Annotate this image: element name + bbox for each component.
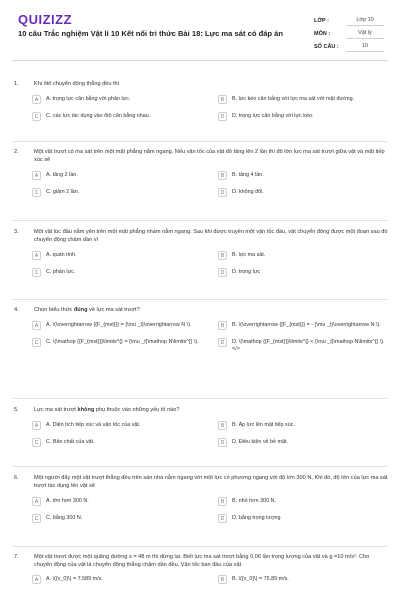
option-letter: B [218, 497, 227, 506]
option-text: B. tăng 4 lần. [232, 172, 264, 178]
option-letter: A [32, 497, 41, 506]
option-b[interactable] [218, 171, 388, 180]
option-letter: A [32, 575, 41, 584]
question-number: 4. [14, 307, 19, 313]
option-letter: C [32, 112, 41, 121]
option-a[interactable] [32, 497, 202, 506]
question-divider [12, 546, 388, 547]
question-text-pre: Lực ma sát trượt [34, 407, 78, 413]
question-text: Một vật trượt có ma sát trên một mặt phẳng nằm ngang. Nếu vận tốc của vật đó tăng lên 2 lần thì độ lớn lực ma sát trượt giữa vật và mặt tiếp xúc sẽ [34, 149, 385, 163]
meta-row-class [314, 14, 384, 27]
option-a[interactable] [32, 251, 202, 260]
count-label: SỐ CÂU : [314, 43, 339, 50]
option-c[interactable] [32, 112, 202, 121]
option-b[interactable] [218, 321, 388, 330]
option-d[interactable] [218, 338, 388, 353]
question-number: 7. [14, 554, 19, 560]
option-a[interactable] [32, 421, 202, 430]
question-text-emphasis: đúng [73, 307, 88, 313]
question-divider [12, 220, 388, 221]
question-text: Khi ôtô chuyển động thẳng đều thì [34, 81, 120, 87]
class-value: Lớp 10 [346, 15, 384, 26]
option-text: C. bằng 300 N. [46, 515, 83, 521]
option-c[interactable] [32, 188, 202, 197]
option-d[interactable] [218, 188, 388, 197]
option-letter: D [218, 438, 227, 447]
meta-row-subject [314, 27, 384, 40]
option-text: D. Điều kiện về bề mặt. [232, 439, 289, 445]
option-b[interactable] [218, 251, 388, 260]
option-c[interactable] [32, 514, 202, 523]
question-number: 3. [14, 229, 19, 235]
question-number: 2. [14, 149, 19, 155]
option-text: A. lớn hơn 300 N. [46, 498, 89, 504]
option-d[interactable] [218, 268, 388, 277]
option-b[interactable] [218, 497, 388, 506]
question-text-post: về lực ma sát trượt? [87, 307, 140, 313]
question-2 [12, 148, 388, 197]
question-text: Một vật trượt được một quãng đường s = 48 m thì dừng lại. Biết lực ma sát trượt bằng 0,06 lần trọng lượng của vật và g =10 m/s². Cho chuyển động của vật là chuyển động thẳng chậm dần đều. Vận tốc ban đầu của vật [34, 554, 370, 568]
option-letter: B [218, 251, 227, 260]
question-text [34, 306, 388, 314]
option-letter: B [218, 421, 227, 430]
option-letter: C [32, 338, 41, 347]
option-letter: D [218, 338, 227, 347]
question-text-pre: Chọn biểu thức [34, 307, 74, 313]
option-c[interactable] [32, 338, 202, 353]
option-text: A. quán tính. [46, 252, 77, 258]
question-text-post: phụ thuộc vào những yếu tố nào? [94, 407, 180, 413]
option-grid [32, 251, 388, 277]
question-7 [12, 553, 388, 584]
option-text: B. lực ma sát. [232, 252, 266, 258]
worksheet-title: 10 câu Trắc nghiệm Vật lí 10 Kết nối tri thức Bài 18: Lực ma sát có đáp án [18, 29, 284, 38]
option-letter: A [32, 251, 41, 260]
option-text: D. trọng lực cân bằng với lực kéo. [232, 113, 314, 119]
option-text: B. lực kéo cân bằng với lực ma sát với mặt đường. [232, 96, 355, 102]
option-grid [32, 497, 388, 523]
option-letter: C [32, 514, 41, 523]
option-text: D. bằng trọng lượng [232, 515, 281, 521]
class-label: LỚP : [314, 17, 329, 24]
question-number: 6. [14, 475, 19, 481]
question-divider [12, 398, 388, 399]
option-a[interactable] [32, 321, 202, 330]
option-a[interactable] [32, 171, 202, 180]
option-grid [32, 171, 388, 197]
option-text: A. \({v_0}\) = 7,589 m/s. [46, 576, 103, 582]
question-divider [12, 466, 388, 467]
option-letter: D [218, 188, 227, 197]
quizizz-logo: QUIZIZZ [18, 12, 73, 27]
option-text: C. giảm 2 lần. [46, 189, 80, 195]
option-c[interactable] [32, 438, 202, 447]
option-text: D. trọng lực [232, 269, 261, 275]
subject-value: Vật lý [346, 28, 384, 39]
question-4 [12, 306, 388, 353]
option-text: C. các lực tác dụng vào ôtô cân bằng nhau. [46, 113, 151, 119]
option-a[interactable] [32, 95, 202, 104]
question-1 [12, 80, 388, 121]
worksheet-header [12, 0, 388, 61]
option-b[interactable] [218, 575, 388, 584]
question-5 [12, 406, 388, 447]
option-grid [32, 575, 388, 584]
option-letter: C [32, 268, 41, 277]
question-text-emphasis: không [77, 407, 95, 413]
option-text: A. tăng 2 lần. [46, 172, 78, 178]
option-letter: C [32, 188, 41, 197]
option-b[interactable] [218, 421, 388, 430]
question-3 [12, 228, 388, 277]
worksheet-meta [314, 14, 384, 53]
option-text: B. Áp lực lên mặt tiếp xúc. [232, 422, 295, 428]
option-grid [32, 321, 388, 353]
option-letter: D [218, 112, 227, 121]
option-text: A. trọng lực cân bằng với phản lực. [46, 96, 131, 102]
subject-label: MÔN : [314, 30, 331, 37]
option-letter: B [218, 171, 227, 180]
option-letter: A [32, 171, 41, 180]
option-letter: B [218, 321, 227, 330]
question-text: Một vật lúc đầu nằm yên trên một mặt phẳng nhám nằm ngang. Sau khi được truyền một vận tốc đầu, vật chuyển động được một đoạn sau đó chuyển động chậm dần vì [34, 229, 388, 243]
option-text: B. \(\overrightarrow {{F_{mst}}} = - {\mu _t}\overrightarrow N \). [232, 322, 381, 328]
option-letter: C [32, 438, 41, 447]
option-letter: A [32, 321, 41, 330]
option-c[interactable] [32, 268, 202, 277]
option-text: D. không đổi. [232, 189, 264, 195]
count-value: 10 [346, 41, 384, 52]
option-text: D. \(\mathop {{F_{mst}}}\limits^{} < {\mu _t}\mathop N\limits^{} \). </> [232, 339, 385, 352]
option-text: B. nhỏ hơn 300 N. [232, 498, 276, 504]
option-grid [32, 421, 388, 447]
question-text [34, 406, 388, 414]
option-letter: D [218, 268, 227, 277]
option-grid [32, 95, 388, 121]
option-text: C. Bản chất của vật. [46, 439, 95, 445]
question-number: 1. [14, 81, 19, 87]
option-letter: D [218, 514, 227, 523]
option-a[interactable] [32, 575, 202, 584]
question-divider [12, 299, 388, 300]
option-d[interactable] [218, 514, 388, 523]
option-text: B. \({v_0}\) = 75,89 m/s. [232, 576, 289, 582]
option-text: A. \(\overrightarrow {{F_{mst}}} = {\mu _t}\overrightarrow N \). [46, 322, 192, 328]
option-letter: A [32, 95, 41, 104]
option-text: C. phản lực. [46, 269, 76, 275]
question-text: Một người đẩy một vật trượt thẳng đều trên sàn nhà nằm ngang với một lực có phương ngang với độ lớn 300 N. Khi đó, độ lớn của lực ma sát trượt tác dụng lên vật sẽ [34, 475, 388, 489]
option-letter: B [218, 575, 227, 584]
option-letter: B [218, 95, 227, 104]
option-d[interactable] [218, 112, 388, 121]
meta-row-count [314, 40, 384, 53]
question-divider [12, 141, 388, 142]
option-letter: A [32, 421, 41, 430]
question-number: 5. [14, 407, 19, 413]
option-d[interactable] [218, 438, 388, 447]
option-b[interactable] [218, 95, 388, 104]
option-text: A. Diện tích tiếp xúc và vận tốc của vật. [46, 422, 141, 428]
option-text: C. \(\mathop {{F_{mst}}}\limits^{} = {\mu _t}\mathop N\limits^{} \). [46, 339, 199, 345]
question-6 [12, 474, 388, 523]
